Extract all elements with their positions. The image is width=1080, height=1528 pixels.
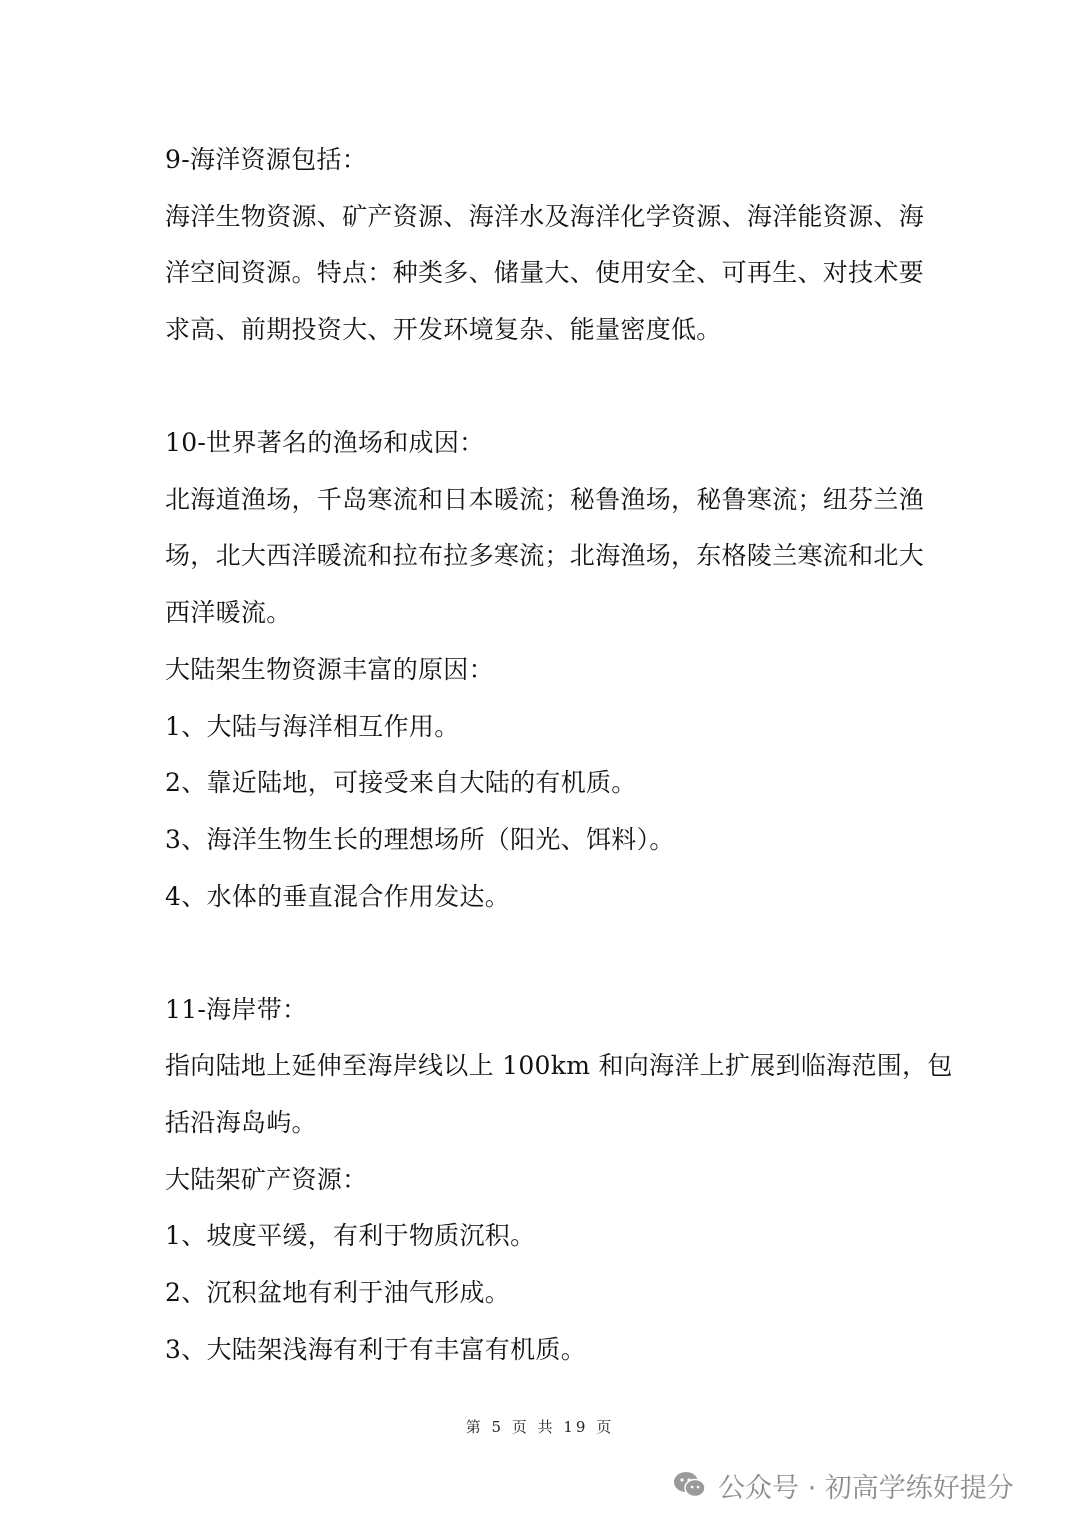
- subheading: 大陆架矿产资源：: [165, 1165, 368, 1194]
- paragraph-line: 求高、前期投资大、开发环境复杂、能量密度低。: [165, 315, 722, 344]
- list-item: 1、大陆与海洋相互作用。: [165, 712, 460, 741]
- paragraph-line: 海洋生物资源、矿产资源、海洋水及海洋化学资源、海洋能资源、海: [165, 202, 925, 231]
- paragraph-line: 指向陆地上延伸至海岸线以上 100km 和向海洋上扩展到临海范围，包: [165, 1051, 953, 1080]
- list-item: 2、沉积盆地有利于油气形成。: [165, 1278, 511, 1307]
- watermark: [672, 1460, 1014, 1510]
- section-heading: 9-海洋资源包括：: [165, 145, 368, 174]
- paragraph-line: 北海道渔场，千岛寒流和日本暖流；秘鲁渔场，秘鲁寒流；纽芬兰渔: [165, 485, 925, 514]
- section-heading: 11-海岸带：: [165, 995, 308, 1024]
- page-number: 第 5 页 共 19 页: [465, 1418, 615, 1436]
- wechat-icon: [672, 1470, 708, 1500]
- paragraph-line: 场，北大西洋暖流和拉布拉多寒流；北海渔场，东格陵兰寒流和北大: [165, 541, 925, 570]
- list-item: 3、大陆架浅海有利于有丰富有机质。: [165, 1335, 587, 1364]
- paragraph-line: 西洋暖流。: [165, 598, 292, 627]
- list-item: 1、坡度平缓，有利于物质沉积。: [165, 1221, 536, 1250]
- watermark-text: 公众号 · 初高学练好提分: [718, 1472, 1014, 1504]
- list-item: 3、海洋生物生长的理想场所（阳光、饵料）。: [165, 825, 675, 854]
- list-item: 2、靠近陆地，可接受来自大陆的有机质。: [165, 768, 637, 797]
- paragraph-line: 洋空间资源。特点：种类多、储量大、使用安全、可再生、对技术要: [165, 258, 925, 287]
- subheading: 大陆架生物资源丰富的原因：: [165, 655, 494, 684]
- list-item: 4、水体的垂直混合作用发达。: [165, 882, 511, 911]
- section-heading: 10-世界著名的渔场和成因：: [165, 428, 485, 457]
- paragraph-line: 括沿海岛屿。: [165, 1108, 317, 1137]
